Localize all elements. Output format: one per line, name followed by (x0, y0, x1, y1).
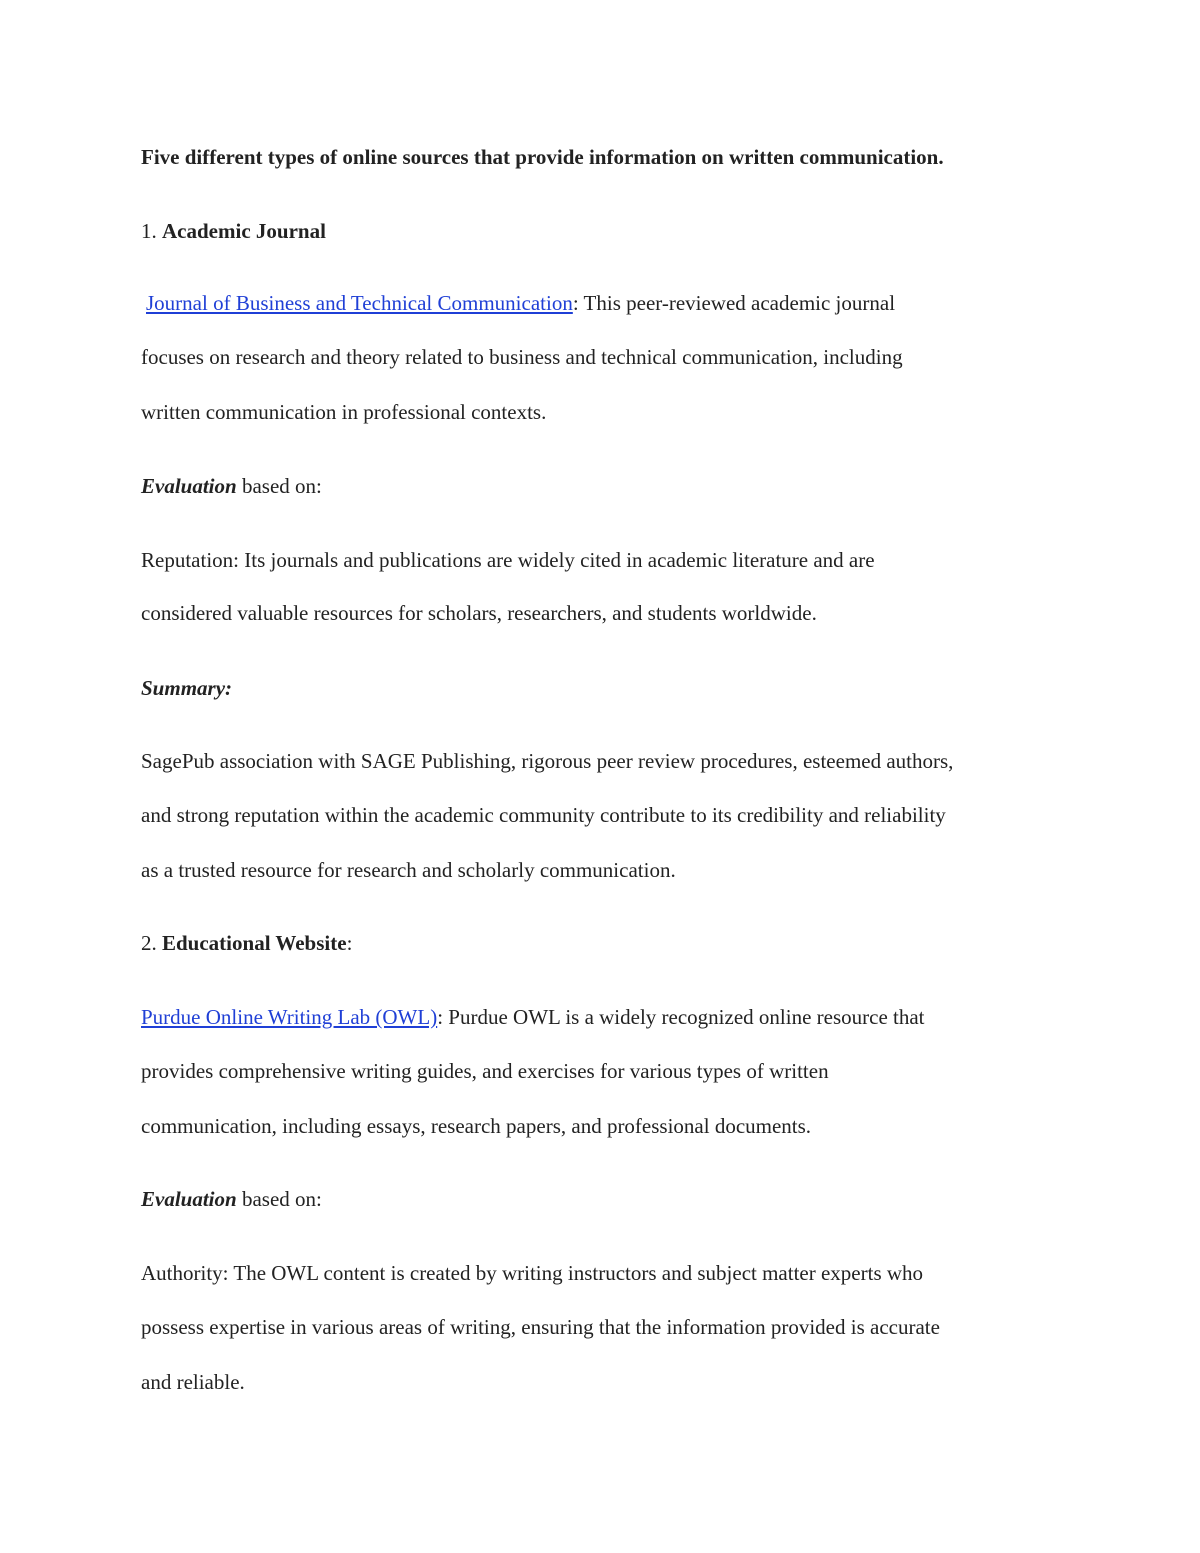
section-1-title: Academic Journal (162, 219, 326, 243)
section-2-description-line-1 (141, 1005, 925, 1029)
section-1-description-line-3: written communication in professional contexts. (141, 400, 547, 424)
section-2-authority-line-3: and reliable. (141, 1370, 245, 1394)
section-2-authority-line-2: possess expertise in various areas of writing, ensuring that the information provided is accurate (141, 1315, 940, 1339)
section-1-heading (141, 219, 326, 243)
evaluation-label-2: Evaluation (141, 1187, 237, 1211)
purdue-owl-link[interactable]: Purdue Online Writing Lab (OWL) (141, 1005, 438, 1029)
section-2-number: 2. (141, 931, 162, 955)
evaluation-label: Evaluation (141, 474, 237, 498)
section-2-authority-line-1: Authority: The OWL content is created by writing instructors and subject matter experts who (141, 1261, 924, 1285)
section-2-desc-text: : Purdue OWL is a widely recognized online resource that (437, 1005, 925, 1029)
section-2-description-line-3: communication, including essays, research papers, and professional documents. (141, 1114, 812, 1138)
evaluation-suffix: based on: (236, 474, 322, 498)
evaluation-suffix-2: based on: (236, 1187, 322, 1211)
section-2-heading (141, 931, 352, 955)
section-1-number: 1. (141, 219, 162, 243)
section-1-description-line-2: focuses on research and theory related to business and technical communication, including (141, 345, 903, 369)
section-1-evaluation-label (141, 474, 322, 498)
section-1-summary-line-3: as a trusted resource for research and scholarly communication. (141, 858, 676, 882)
document-title: Five different types of online sources that provide information on written communication. (141, 145, 944, 169)
journal-link[interactable]: Journal of Business and Technical Communication (146, 291, 573, 315)
section-1-description-line-1 (146, 291, 895, 315)
section-1-reputation-line-2: considered valuable resources for scholars, researchers, and students worldwide. (141, 601, 817, 625)
section-2-evaluation-label (141, 1187, 322, 1211)
section-1-summary-line-2: and strong reputation within the academic community contribute to its credibility and reliability (141, 803, 946, 827)
section-1-reputation-line-1: Reputation: Its journals and publications are widely cited in academic literature and are (141, 548, 875, 572)
section-1-summary-label: Summary: (141, 676, 233, 700)
section-2-title: Educational Website (162, 931, 347, 955)
section-2-heading-suffix: : (346, 931, 353, 955)
section-2-description-line-2: provides comprehensive writing guides, and exercises for various types of written (141, 1059, 829, 1083)
section-1-desc-text: : This peer-reviewed academic journal (572, 291, 896, 315)
section-1-summary-line-1: SagePub association with SAGE Publishing, rigorous peer review procedures, esteemed authors, (141, 749, 954, 773)
